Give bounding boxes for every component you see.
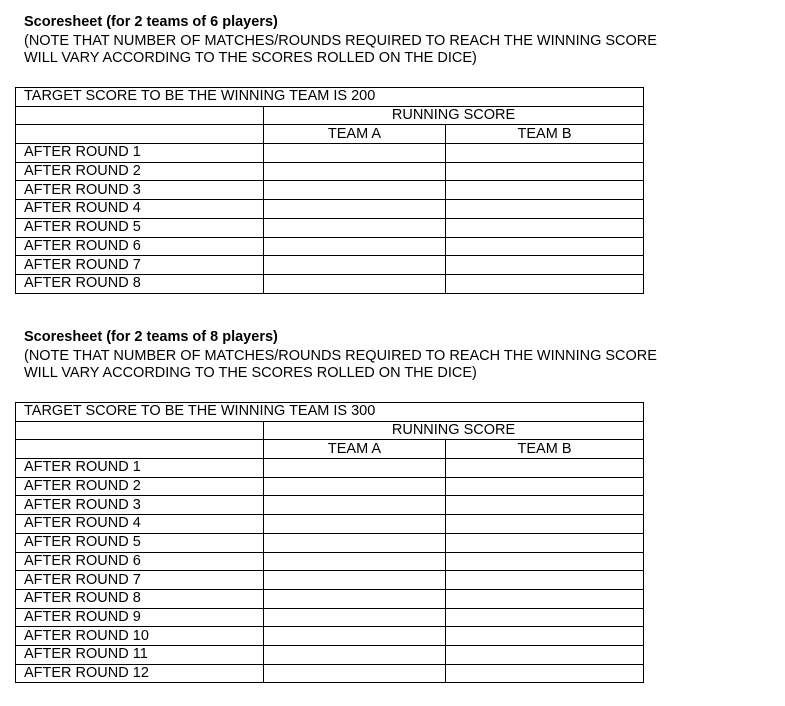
- round-label: AFTER ROUND 12: [16, 664, 264, 683]
- round-label: AFTER ROUND 1: [16, 459, 264, 478]
- round-label: AFTER ROUND 5: [16, 533, 264, 552]
- round-label: AFTER ROUND 11: [16, 645, 264, 664]
- round-label: AFTER ROUND 8: [16, 589, 264, 608]
- blank-header-cell: [16, 440, 264, 459]
- table-row: [16, 274, 644, 293]
- team-a-score-cell[interactable]: [264, 274, 446, 293]
- blank-header-cell: [16, 125, 264, 144]
- team-b-score-cell[interactable]: [446, 496, 644, 515]
- team-b-score-cell[interactable]: [446, 515, 644, 534]
- target-score-cell: TARGET SCORE TO BE THE WINNING TEAM IS 300: [16, 403, 644, 422]
- round-label: AFTER ROUND 6: [16, 552, 264, 571]
- team-a-score-cell[interactable]: [264, 181, 446, 200]
- round-label: AFTER ROUND 10: [16, 627, 264, 646]
- team-a-score-cell[interactable]: [264, 664, 446, 683]
- team-a-score-cell[interactable]: [264, 477, 446, 496]
- team-a-score-cell[interactable]: [264, 459, 446, 478]
- team-a-header: TEAM A: [264, 440, 446, 459]
- team-b-header: TEAM B: [446, 125, 644, 144]
- scoresheet-note-line-2: WILL VARY ACCORDING TO THE SCORES ROLLED ON THE DICE): [24, 50, 477, 66]
- team-a-score-cell[interactable]: [264, 589, 446, 608]
- round-label: AFTER ROUND 6: [16, 237, 264, 256]
- team-b-header: TEAM B: [446, 440, 644, 459]
- score-table: [15, 402, 644, 683]
- table-row: [16, 459, 644, 478]
- round-label: AFTER ROUND 7: [16, 256, 264, 275]
- team-b-score-cell[interactable]: [446, 533, 644, 552]
- team-b-score-cell[interactable]: [446, 552, 644, 571]
- team-a-score-cell[interactable]: [264, 218, 446, 237]
- team-a-score-cell[interactable]: [264, 533, 446, 552]
- team-a-score-cell[interactable]: [264, 256, 446, 275]
- score-table: [15, 87, 644, 294]
- team-b-score-cell[interactable]: [446, 181, 644, 200]
- scoresheet-note-line-2: WILL VARY ACCORDING TO THE SCORES ROLLED ON THE DICE): [24, 365, 477, 381]
- team-b-score-cell[interactable]: [446, 218, 644, 237]
- scoresheet-title: Scoresheet (for 2 teams of 8 players): [24, 329, 278, 345]
- table-row: [16, 552, 644, 571]
- round-label: AFTER ROUND 3: [16, 181, 264, 200]
- team-a-score-cell[interactable]: [264, 162, 446, 181]
- round-label: AFTER ROUND 2: [16, 477, 264, 496]
- blank-header-cell: [16, 106, 264, 125]
- running-score-header: RUNNING SCORE: [264, 106, 644, 125]
- blank-header-cell: [16, 421, 264, 440]
- team-b-score-cell[interactable]: [446, 589, 644, 608]
- team-a-score-cell[interactable]: [264, 237, 446, 256]
- table-row: [16, 645, 644, 664]
- team-b-score-cell[interactable]: [446, 144, 644, 163]
- team-a-score-cell[interactable]: [264, 627, 446, 646]
- table-row: [16, 181, 644, 200]
- table-row: [16, 664, 644, 683]
- team-a-score-cell[interactable]: [264, 552, 446, 571]
- running-score-header: RUNNING SCORE: [264, 421, 644, 440]
- round-label: AFTER ROUND 3: [16, 496, 264, 515]
- table-row: [16, 533, 644, 552]
- scoresheet-note-line-1: (NOTE THAT NUMBER OF MATCHES/ROUNDS REQUIRED TO REACH THE WINNING SCORE: [24, 33, 657, 49]
- target-score-cell: TARGET SCORE TO BE THE WINNING TEAM IS 200: [16, 88, 644, 107]
- round-label: AFTER ROUND 1: [16, 144, 264, 163]
- round-label: AFTER ROUND 5: [16, 218, 264, 237]
- round-label: AFTER ROUND 9: [16, 608, 264, 627]
- round-label: AFTER ROUND 4: [16, 515, 264, 534]
- table-row: [16, 200, 644, 219]
- table-row: [16, 496, 644, 515]
- table-row: [16, 608, 644, 627]
- team-a-score-cell[interactable]: [264, 144, 446, 163]
- table-row: [16, 144, 644, 163]
- scoresheet-note-line-1: (NOTE THAT NUMBER OF MATCHES/ROUNDS REQUIRED TO REACH THE WINNING SCORE: [24, 348, 657, 364]
- team-a-header: TEAM A: [264, 125, 446, 144]
- table-row: [16, 627, 644, 646]
- table-row: [16, 218, 644, 237]
- round-label: AFTER ROUND 4: [16, 200, 264, 219]
- round-label: AFTER ROUND 8: [16, 274, 264, 293]
- round-label: AFTER ROUND 7: [16, 571, 264, 590]
- team-b-score-cell[interactable]: [446, 664, 644, 683]
- team-b-score-cell[interactable]: [446, 571, 644, 590]
- team-b-score-cell[interactable]: [446, 608, 644, 627]
- table-row: [16, 515, 644, 534]
- table-row: [16, 237, 644, 256]
- table-row: [16, 256, 644, 275]
- team-b-score-cell[interactable]: [446, 200, 644, 219]
- team-a-score-cell[interactable]: [264, 515, 446, 534]
- table-row: [16, 162, 644, 181]
- team-a-score-cell[interactable]: [264, 496, 446, 515]
- table-row: [16, 589, 644, 608]
- team-b-score-cell[interactable]: [446, 459, 644, 478]
- team-a-score-cell[interactable]: [264, 608, 446, 627]
- team-b-score-cell[interactable]: [446, 237, 644, 256]
- team-b-score-cell[interactable]: [446, 162, 644, 181]
- table-row: [16, 477, 644, 496]
- team-a-score-cell[interactable]: [264, 571, 446, 590]
- round-label: AFTER ROUND 2: [16, 162, 264, 181]
- team-a-score-cell[interactable]: [264, 645, 446, 664]
- team-b-score-cell[interactable]: [446, 256, 644, 275]
- team-b-score-cell[interactable]: [446, 477, 644, 496]
- table-row: [16, 571, 644, 590]
- team-b-score-cell[interactable]: [446, 274, 644, 293]
- team-b-score-cell[interactable]: [446, 627, 644, 646]
- team-b-score-cell[interactable]: [446, 645, 644, 664]
- team-a-score-cell[interactable]: [264, 200, 446, 219]
- scoresheet-title: Scoresheet (for 2 teams of 6 players): [24, 14, 278, 30]
